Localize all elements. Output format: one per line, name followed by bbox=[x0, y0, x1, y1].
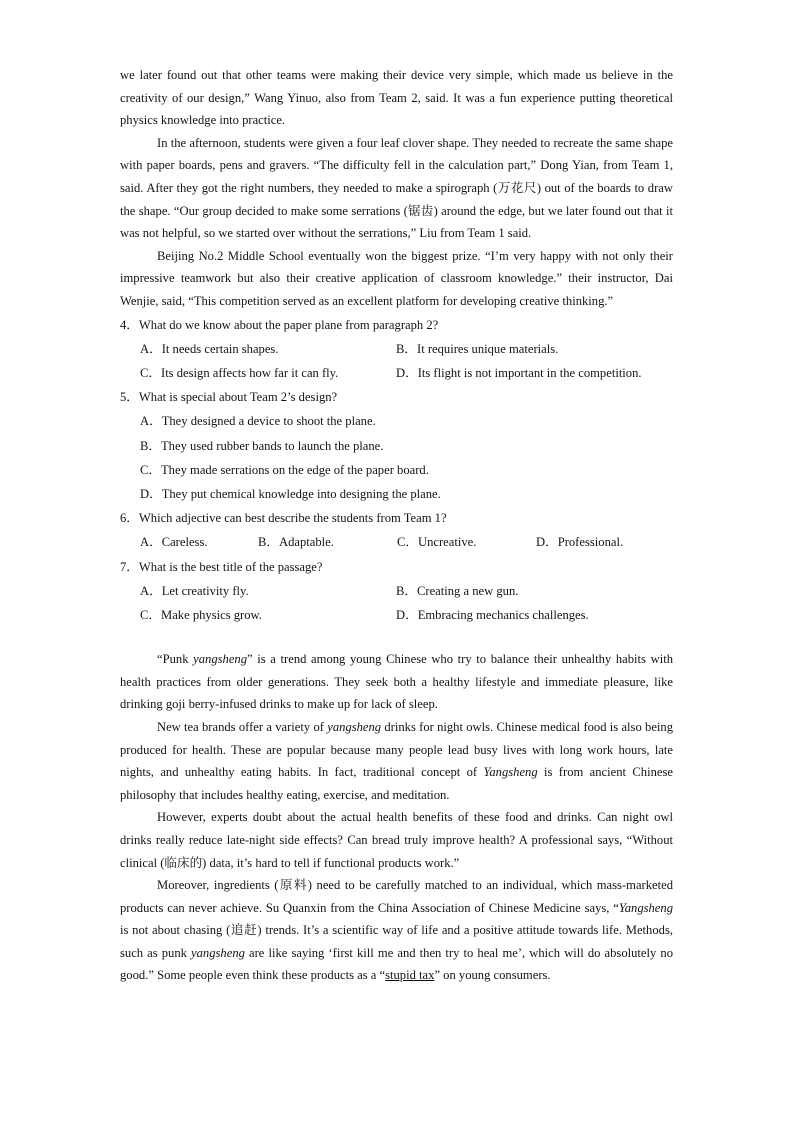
option-b[interactable]: B．Adaptable. bbox=[258, 535, 334, 550]
option-a[interactable]: A．They designed a device to shoot the plane. bbox=[140, 414, 376, 429]
option-b[interactable]: B．It requires unique materials. bbox=[396, 341, 559, 356]
option-b[interactable]: B．They used rubber bands to launch the plane. bbox=[140, 438, 384, 453]
text: is from ancient Chinese philosophy that includes healthy eating, exercise, and meditation. bbox=[120, 765, 673, 802]
option-d[interactable]: D．Embracing mechanics challenges. bbox=[396, 607, 589, 622]
option-row bbox=[140, 603, 673, 627]
options bbox=[120, 409, 673, 506]
question-7 bbox=[120, 555, 673, 628]
option-d[interactable]: D．They put chemical knowledge into designing the plane. bbox=[140, 486, 441, 501]
text: ” is a trend among young Chinese who try to balance their unhealthy habits with health practices from older generations. They seek both a healthy lifestyle and immediate pleasure, like drinking goji berry-infused drinks to make up for lack of sleep. bbox=[120, 652, 673, 712]
options bbox=[120, 579, 673, 627]
italic-term: Yangsheng bbox=[618, 900, 673, 915]
option-c[interactable]: C．Uncreative. bbox=[397, 535, 477, 550]
text: “Punk bbox=[157, 652, 194, 667]
italic-term: yangsheng bbox=[191, 945, 245, 960]
passage-a-paragraph-1: we later found out that other teams were making their device very simple, which made us believe in the creativity of our design,” Wang Yinuo, also from Team 2, said. It was a fun experience putting theoretical physics knowledge into practice. bbox=[120, 68, 673, 128]
option-a[interactable]: A．It needs certain shapes. bbox=[140, 341, 279, 356]
option-c[interactable]: C．They made serrations on the edge of the paper board. bbox=[140, 462, 429, 477]
option-row bbox=[140, 579, 673, 603]
italic-term: Yangsheng bbox=[483, 765, 538, 780]
options bbox=[120, 337, 673, 385]
option-d[interactable]: D．Its flight is not important in the competition. bbox=[396, 365, 642, 380]
option-a[interactable]: A．Let creativity fly. bbox=[140, 583, 249, 598]
option-b[interactable]: B．Creating a new gun. bbox=[396, 583, 519, 598]
passage-a-paragraph-3: Beijing No.2 Middle School eventually won the biggest prize. “I’m very happy with not only their impressive teamwork but also their creative application of classroom knowledge.” their instructor, Dai Wenjie, said, “This competition served as an excellent platform for developing creative thinking.” bbox=[120, 248, 673, 308]
passage-b-paragraph-1 bbox=[120, 648, 673, 716]
question-6 bbox=[120, 506, 673, 554]
option-row bbox=[140, 361, 673, 385]
document-page bbox=[120, 64, 673, 987]
text: ” on young consumers. bbox=[434, 968, 551, 983]
question-stem: 7．What is the best title of the passage? bbox=[120, 559, 323, 574]
passage-b-paragraph-3: However, experts doubt about the actual health benefits of these food and drinks. Can night owl drinks really reduce late-night side effects? Can bread truly improve health? A professional says, “Without clinical (临床的) data, it’s hard to tell if functional products work.” bbox=[120, 810, 673, 870]
question-4 bbox=[120, 313, 673, 386]
option-d[interactable]: D．Professional. bbox=[536, 535, 624, 550]
text: are like saying ‘first kill me and then try to heal me’, which will do absolutely no good.” Some people even think these products as a “ bbox=[120, 945, 673, 983]
question-stem: 6．Which adjective can best describe the students from Team 1? bbox=[120, 511, 447, 526]
option-a[interactable]: A．Careless. bbox=[140, 535, 208, 550]
text: is not about chasing (追赶) trends. It’s a scientific way of life and a positive attitude towards life. Methods, such as punk bbox=[120, 923, 673, 960]
text: Moreover, ingredients (原料) need to be carefully matched to an individual, which mass-marketed products can never achieve. Su Quanxin from the China Association of Chinese Medicine says, “ bbox=[120, 878, 673, 915]
question-5 bbox=[120, 385, 673, 506]
question-stem: 5．What is special about Team 2’s design? bbox=[120, 390, 338, 405]
italic-term: yangsheng bbox=[193, 652, 248, 667]
text: New tea brands offer a variety of bbox=[157, 719, 328, 734]
option-c[interactable]: C．Its design affects how far it can fly. bbox=[140, 365, 339, 380]
section-gap bbox=[120, 627, 673, 648]
passage-a-paragraph-2: In the afternoon, students were given a four leaf clover shape. They needed to recreate the same shape with paper boards, pens and gravers. “The difficulty fell in the calculation part,” Dong Yian, from Team 1, said. After they got the right numbers, they needed to make a spirograph (万花尺) out of the boards to draw the shape. “Our group decided to make some serrations (锯齿) around the edge, but we later found out that it was not helpful, so we started over without the serrations,” Liu from Team 1 said. bbox=[120, 135, 673, 241]
passage-b-paragraph-2 bbox=[120, 716, 673, 806]
text: drinks for night owls. Chinese medical food is also being produced for health. These are popular because many people lead busy lives with long work hours, late nights, and unhealthy eating habits. In fact, traditional concept of bbox=[120, 719, 674, 780]
option-row bbox=[140, 337, 673, 361]
question-stem: 4．What do we know about the paper plane from paragraph 2? bbox=[120, 317, 439, 332]
passage-b-paragraph-4 bbox=[120, 874, 673, 987]
option-row bbox=[140, 530, 673, 554]
option-c[interactable]: C．Make physics grow. bbox=[140, 607, 262, 622]
underlined-term: stupid tax bbox=[385, 968, 435, 983]
options bbox=[120, 530, 673, 554]
italic-term: yangsheng bbox=[327, 719, 382, 734]
